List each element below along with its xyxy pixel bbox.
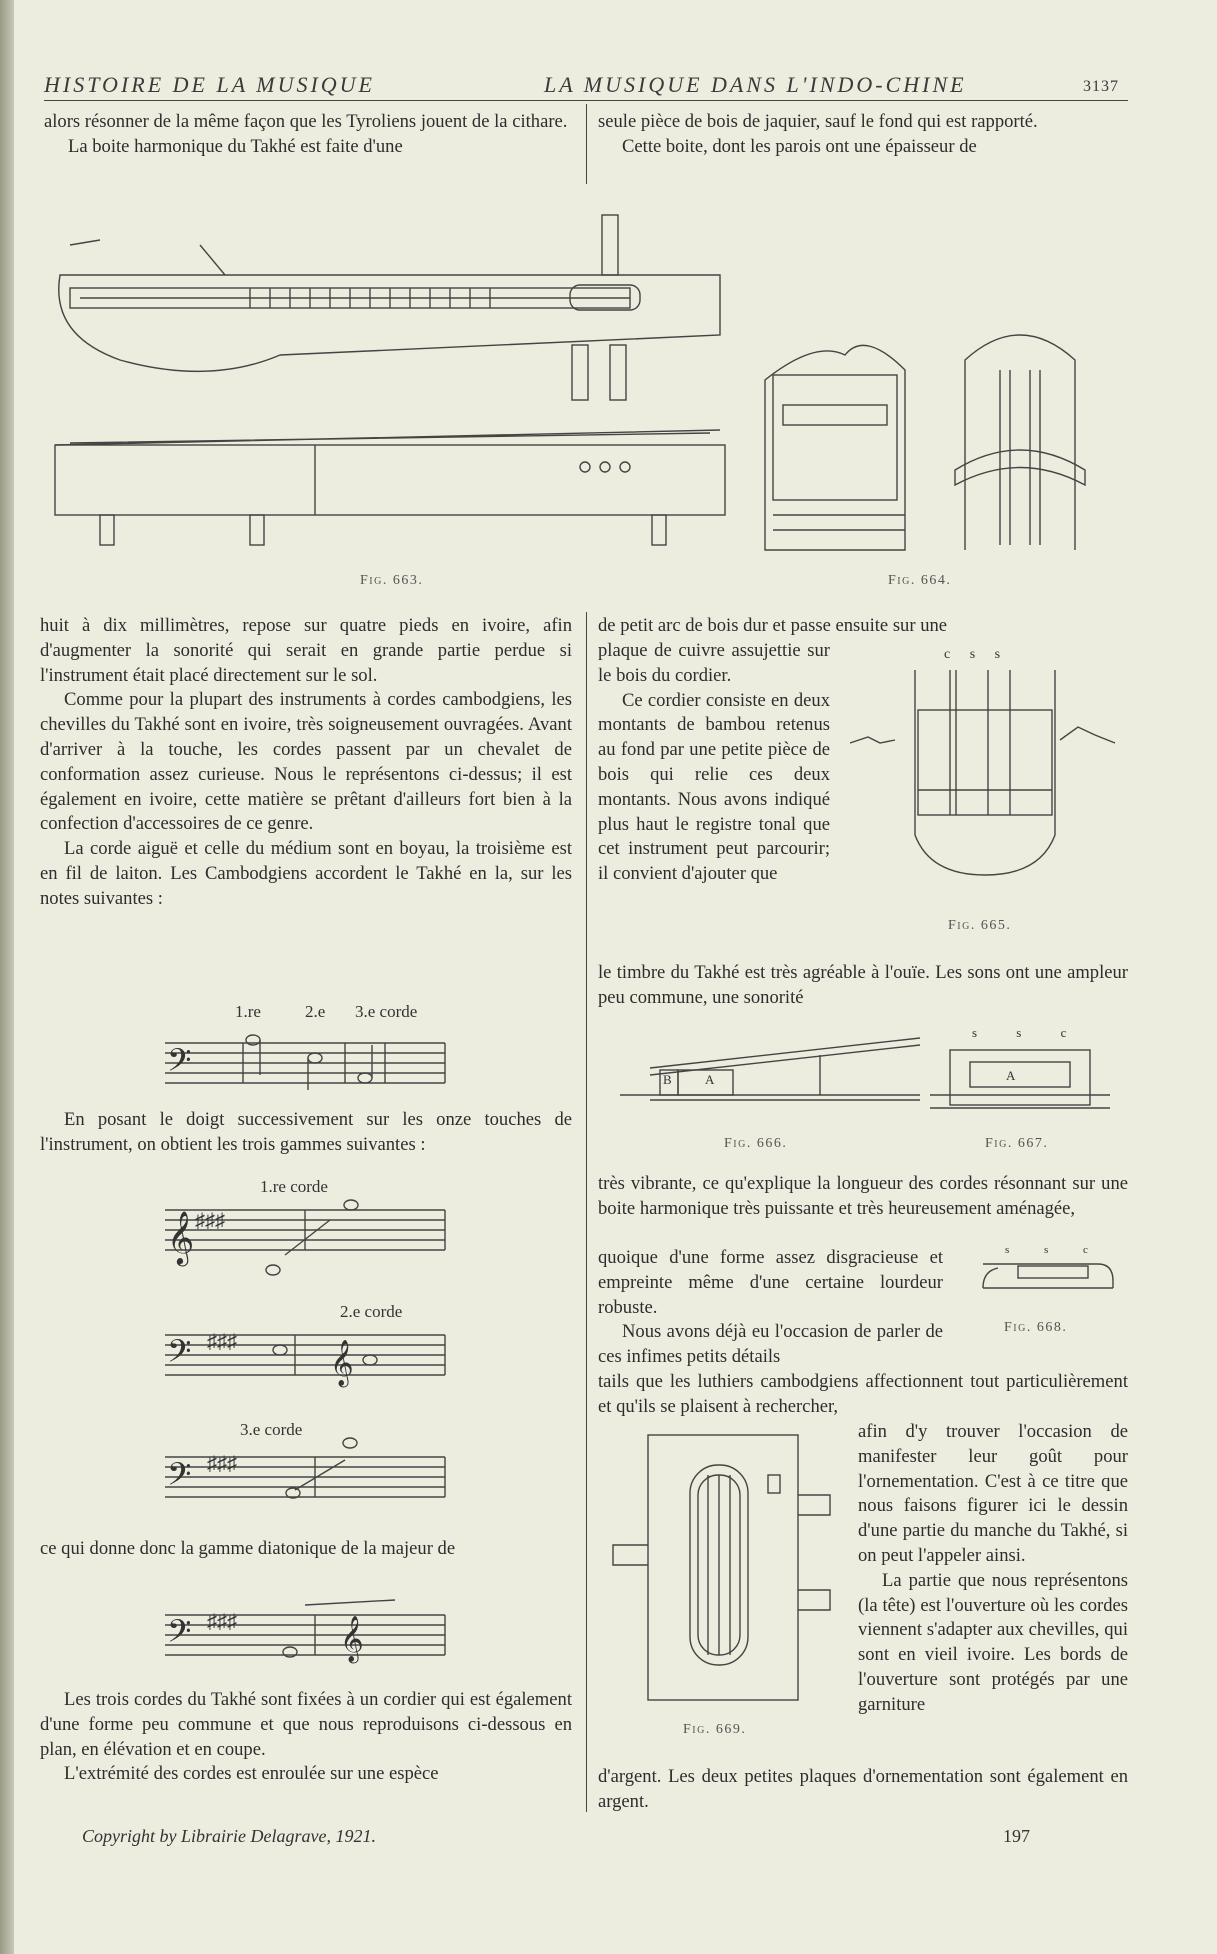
figure-668-labels: s s c: [1005, 1244, 1104, 1256]
svg-text:𝄞: 𝄞: [330, 1340, 354, 1385]
right-paragraph-2: Ce cordier consiste en deux montants de bambou retenus au fond par une petite pièce de bois qui relie ces deux montants. Nous avons indiqué plus haut le registre tonal que cet instrument peut parcourir; il convient d'ajouter que: [598, 689, 830, 885]
figure-669-caption: Fig. 669.: [683, 1722, 747, 1737]
figure-667-label-A: A: [1006, 1068, 1016, 1083]
left-paragraph-5: ce qui donne donc la gamme diatonique de la majeur de: [40, 1538, 456, 1559]
right-column-p5-p6: [858, 1420, 1128, 1718]
left-paragraph-3: La corde aiguë et celle du médium sont en boyau, la troisième est en fil de laiton. Les Cambodgiens accordent le Takhé en la, sur les notes suivantes :: [40, 838, 572, 909]
running-header-right: LA MUSIQUE DANS L'INDO-CHINE: [544, 72, 967, 97]
right-paragraph-6-rest: d'argent. Les deux petites plaques d'ornementation sont également en argent.: [598, 1766, 1128, 1812]
page-number-footer: 197: [1003, 1826, 1030, 1846]
figure-664-caption: Fig. 664.: [888, 573, 952, 588]
right-column-p3: [598, 1172, 1128, 1222]
svg-text:♯♯♯: ♯♯♯: [195, 1210, 225, 1232]
figure-665-labels: c s s: [944, 647, 1009, 662]
right-column-p4-full: [598, 1370, 1128, 1420]
figure-669-takhe-head-drawing: [608, 1430, 838, 1710]
svg-text:𝄞: 𝄞: [167, 1212, 195, 1263]
figure-666-caption: Fig. 666.: [724, 1136, 788, 1151]
right-paragraph-6: La partie que nous représentons (la tête) est l'ouverture où les cordes viennent s'adapter aux chevilles, qui sont en vieil ivoire. Les bords de l'ouverture sont protégés par une garniture: [858, 1569, 1128, 1715]
top-left-continuation: alors résonner de la même façon que les Tyroliens jouent de la cithare.: [44, 111, 568, 132]
music-2-label: 1.re corde: [260, 1177, 328, 1196]
top-right-continuation: seule pièce de bois de jaquier, sauf le fond qui est rapporté.: [598, 111, 1038, 132]
right-column-p3-narrow: [598, 1246, 943, 1370]
page-number-header: 3137: [1083, 78, 1119, 95]
right-paragraph-5: afin d'y trouver l'occasion de manifester leur goût pour l'ornementation. C'est à ce titre que nous faisons figurer ici le dessin d'une partie du manche du Takhé, si on peut l'appeler ainsi.: [858, 1421, 1128, 1566]
left-paragraph-2: Comme pour la plupart des instruments à cordes cambodgiens, les chevilles du Takhé sont en ivoire, très soigneusement ouvragées. Avant d'arriver à la touche, les cordes passent par un chevalet de conformation assez curieuse. Nous le représentons ci-dessus; il est également en ivoire, cette matière se prêtant d'ailleurs fort bien à la confection d'accessoires de ce genre.: [40, 689, 572, 835]
column-divider-bottom: [586, 612, 587, 1812]
left-column-upper: [40, 614, 572, 912]
figure-667-cordier-section: [930, 1040, 1110, 1115]
left-column-middle: [40, 1108, 572, 1158]
music-3-label: 2.e corde: [340, 1302, 403, 1321]
music-4-label: 3.e corde: [240, 1420, 303, 1439]
right-paragraph-2-rest: le timbre du Takhé est très agréable à l'ouïe. Les sons ont une ampleur peu commune, une sonorité: [598, 962, 1128, 1008]
figure-666-label-B: B: [663, 1072, 672, 1087]
figure-664-bridge-drawing: [755, 320, 1115, 560]
left-paragraph-7: L'extrémité des cordes est enroulée sur une espèce: [64, 1763, 439, 1785]
figure-667-labels: s s c: [972, 1025, 1085, 1040]
right-paragraph-3: très vibrante, ce qu'explique la longueur des cordes résonnant sur une boite harmonique très puissante et très heureusement aménagée,: [598, 1173, 1128, 1219]
music-1-label-1: 1.re: [235, 1002, 261, 1021]
figure-666-cordier-elevation: [620, 1030, 930, 1110]
music-staff-1: [165, 1035, 447, 1095]
top-right-text: [598, 110, 1128, 160]
right-column-end: [598, 1765, 1128, 1815]
header-rule: [44, 100, 1128, 101]
right-paragraph-4-narrow: Nous avons déjà eu l'occasion de parler de ces infimes petits détails: [598, 1321, 943, 1368]
figure-668-cordier-plan: [978, 1256, 1118, 1296]
figure-663-takhe-drawing: [40, 205, 740, 575]
music-staff-3: [165, 1320, 447, 1390]
left-column-lower: [40, 1688, 572, 1787]
svg-text:𝄢: 𝄢: [167, 1335, 192, 1377]
top-left-text: [44, 110, 574, 160]
right-paragraph-1-first-line: de petit arc de bois dur et passe ensuite sur une: [598, 615, 948, 636]
right-paragraph-4-full: tails que les luthiers cambodgiens affectionnent tout particulièrement et qu'ils se plaisent à rechercher,: [598, 1371, 1128, 1417]
top-right-paragraph: Cette boite, dont les parois ont une épaisseur de: [622, 135, 977, 157]
music-staff-4: [165, 1435, 447, 1505]
figure-663-caption: Fig. 663.: [360, 573, 424, 588]
running-header-left: HISTOIRE DE LA MUSIQUE: [44, 72, 375, 97]
music-1-label-2: 2.e: [305, 1002, 326, 1021]
left-paragraph-1: huit à dix millimètres, repose sur quatre pieds en ivoire, afin d'augmenter la sonorité qui serait en grande partie perdue si l'instrument était placé directement sur le sol.: [40, 615, 572, 686]
right-paragraph-3-narrow: quoique d'une forme assez disgracieuse et empreinte même d'une certaine lourdeur robuste.: [598, 1247, 943, 1318]
music-1-label-3: 3.e corde: [355, 1002, 418, 1021]
figure-665-cordier-drawing: [850, 665, 1125, 885]
left-column-p5: [40, 1537, 572, 1562]
left-paragraph-6: Les trois cordes du Takhé sont fixées à un cordier qui est également d'une forme peu commune et que nous reproduisons ci-dessous en plan, en élévation et en coupe.: [40, 1689, 572, 1760]
right-paragraph-1-rest: plaque de cuivre assujettie sur le bois du cordier.: [598, 640, 830, 686]
left-paragraph-4: En posant le doigt successivement sur les onze touches de l'instrument, on obtient les trois gammes suivantes :: [40, 1109, 572, 1155]
svg-text:♯♯♯: ♯♯♯: [207, 1611, 237, 1633]
right-column-narrow: [598, 639, 830, 887]
copyright-footer: Copyright by Librairie Delagrave, 1921.: [82, 1826, 376, 1846]
svg-text:𝄢: 𝄢: [167, 1615, 192, 1657]
svg-text:♯♯♯: ♯♯♯: [207, 1453, 237, 1475]
figure-665-caption: Fig. 665.: [948, 918, 1012, 933]
book-binding-shadow: [0, 0, 14, 1954]
music-staff-2: [165, 1195, 447, 1275]
right-column-after-fig665: [598, 961, 1128, 1011]
svg-text:♯♯♯: ♯♯♯: [207, 1331, 237, 1353]
figure-666-label-A: A: [705, 1072, 715, 1087]
figure-668-caption: Fig. 668.: [1004, 1320, 1068, 1335]
svg-text:𝄞: 𝄞: [340, 1616, 364, 1661]
top-left-paragraph: La boite harmonique du Takhé est faite d'une: [68, 135, 403, 157]
right-column-start: [598, 614, 1128, 639]
figure-667-caption: Fig. 667.: [985, 1136, 1049, 1151]
column-divider-top: [586, 104, 587, 184]
svg-text:𝄢: 𝄢: [167, 1458, 192, 1500]
svg-text:𝄢: 𝄢: [167, 1044, 192, 1086]
music-staff-5: [165, 1600, 447, 1670]
